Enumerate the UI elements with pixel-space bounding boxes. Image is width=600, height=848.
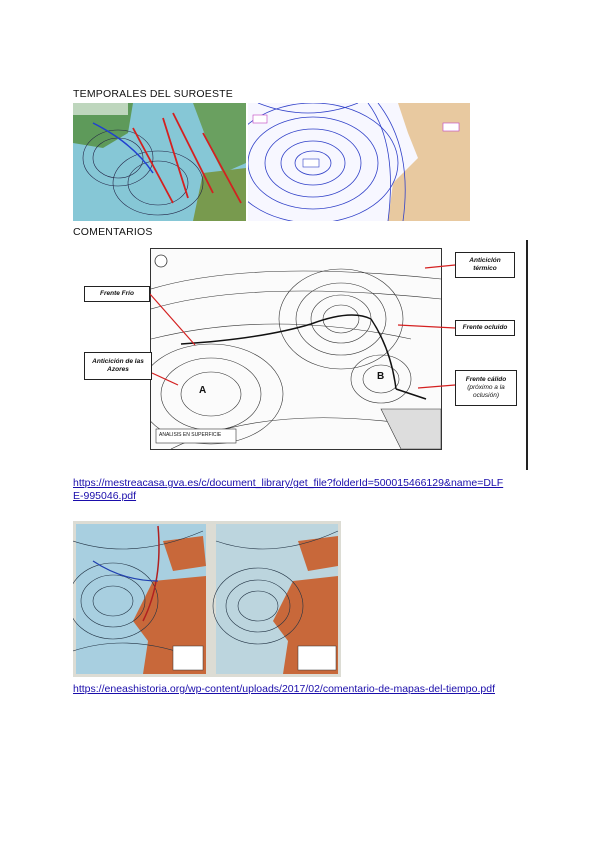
link-eneashistoria[interactable]: https://eneashistoria.org/wp-content/uploads/2017/02/comentario-de-mapas-del-tiempo.pdf bbox=[73, 683, 495, 695]
label-anticiclon-azores bbox=[84, 352, 152, 380]
label-anticiclon-termico-text: Anticiclón térmico bbox=[469, 257, 501, 272]
high-pressure-a: A bbox=[199, 385, 207, 396]
label-frente-calido bbox=[455, 370, 517, 406]
low-pressure-b: B bbox=[377, 371, 385, 382]
label-frente-frio-text: Frente Frío bbox=[100, 290, 134, 297]
label-frente-calido-note: (próximo a la oclusión) bbox=[467, 384, 505, 399]
europe-weather-charts bbox=[73, 521, 341, 677]
label-anticiclon-azores-text: Anticición de las Azores bbox=[92, 358, 144, 373]
section-title-comentarios: COMENTARIOS bbox=[73, 226, 153, 238]
link-mestreacasa[interactable] bbox=[73, 477, 528, 503]
section-title-temporales: TEMPORALES DEL SUROESTE bbox=[73, 88, 233, 100]
label-frente-frio bbox=[84, 286, 150, 302]
link-mestreacasa-line2[interactable]: E-995046.pdf bbox=[73, 490, 137, 502]
analysis-caption: ANALISIS EN SUPERFICIE bbox=[159, 432, 222, 438]
label-frente-calido-text: Frente cálido bbox=[465, 376, 507, 383]
label-anticiclon-termico bbox=[455, 252, 515, 278]
label-frente-ocluido-text: Frente ocluido bbox=[462, 324, 508, 331]
label-frente-ocluido bbox=[455, 320, 515, 336]
link-mestreacasa-line1[interactable]: https://mestreacasa.gva.es/c/document_library/get_file?folderId=500015466129&name=DLF bbox=[73, 477, 504, 489]
